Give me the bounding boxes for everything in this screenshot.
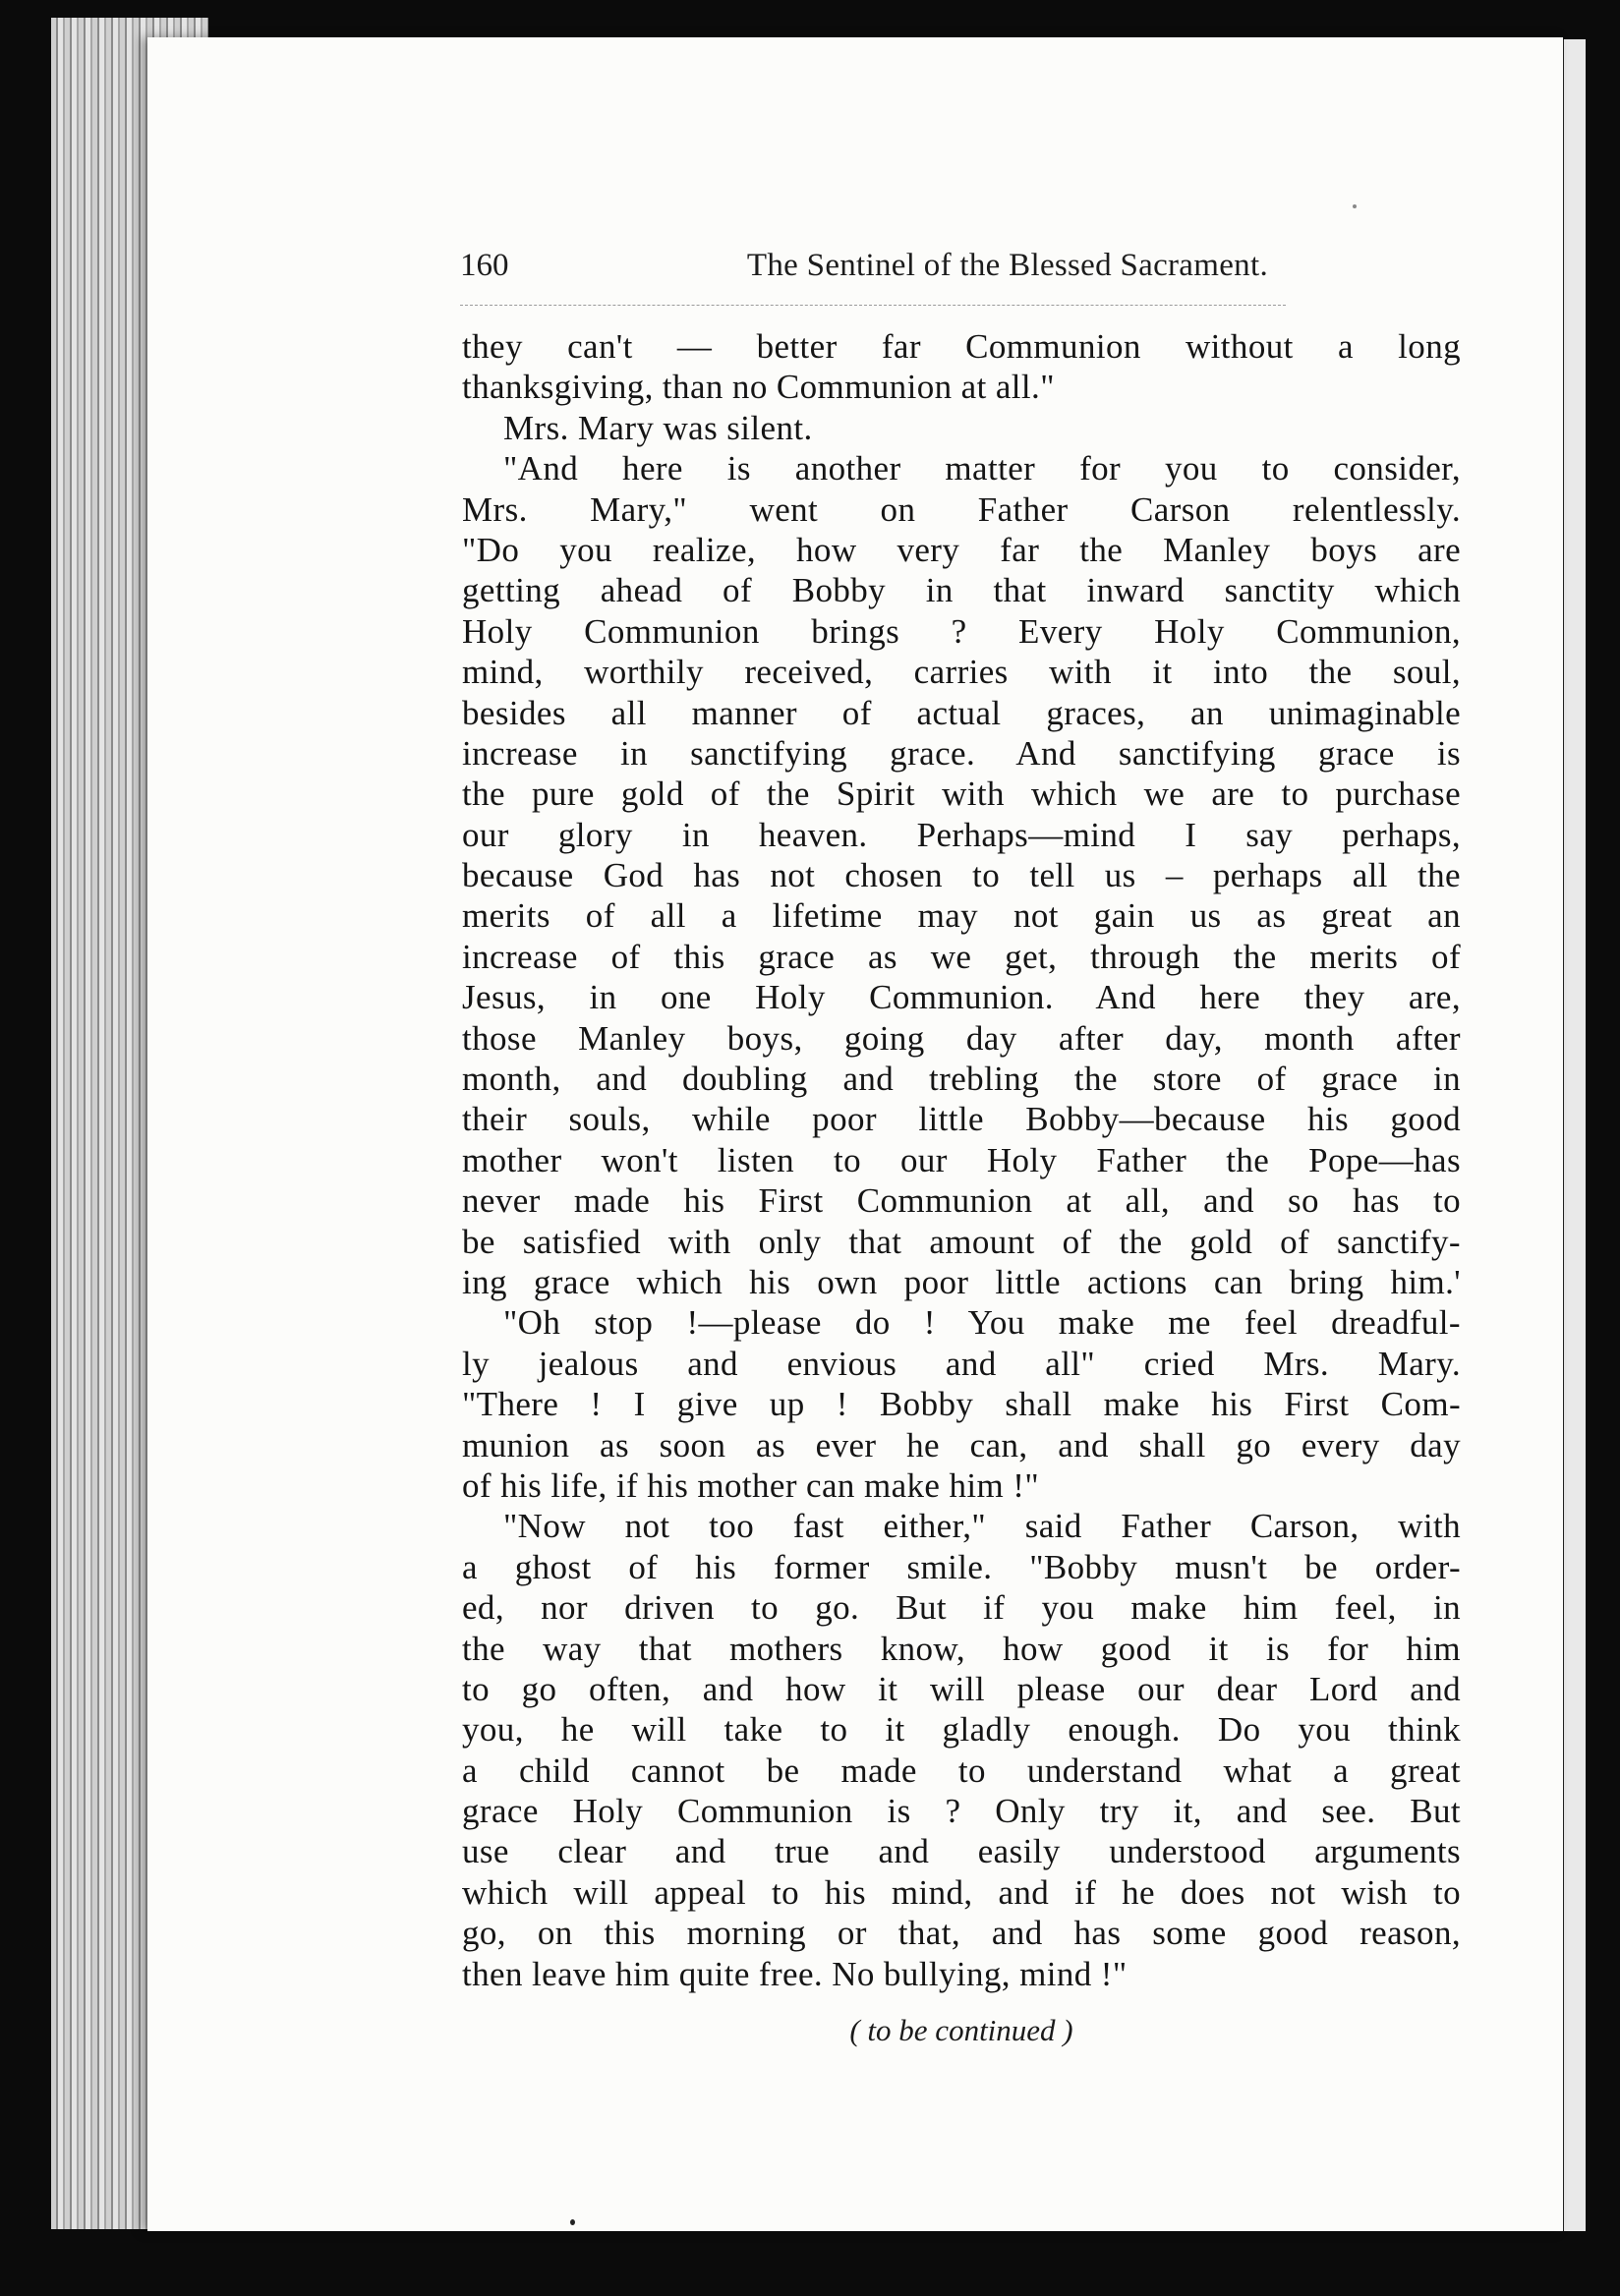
text-line: because God has not chosen to tell us – perhaps all the (462, 856, 1461, 895)
text-line: of his life, if his mother can make him !" (462, 1465, 1040, 1505)
running-title: The Sentinel of the Blessed Sacrament. (746, 248, 1268, 283)
text-line: our glory in heaven. Perhaps—mind I say perhaps, (462, 815, 1461, 854)
text-line: Jesus, in one Holy Communion. And here they are, (462, 978, 1461, 1017)
text-line: "There ! I give up ! Bobby shall make his First Com- (462, 1385, 1461, 1424)
page-number: 160 (460, 248, 509, 283)
text-line: "And here is another matter for you to consider, (503, 449, 1461, 488)
text-line: Holy Communion brings ? Every Holy Communion, (462, 611, 1461, 651)
text-line: month, and doubling and trebling the store of grace in (462, 1060, 1461, 1099)
text-line: the pure gold of the Spirit with which we are to purchase (462, 775, 1461, 814)
text-line: increase in sanctifying grace. And sanctifying grace is (462, 733, 1461, 773)
text-line: a child cannot be made to understand what a great (462, 1751, 1461, 1790)
text-line: getting ahead of Bobby in that inward sanctity which (462, 571, 1461, 610)
text-line: Mrs. Mary," went on Father Carson relentlessly. (462, 489, 1461, 529)
text-line: those Manley boys, going day after day, month after (462, 1018, 1461, 1058)
speck-mark (570, 2219, 575, 2225)
text-line: ly jealous and envious and all" cried Mrs. Mary. (462, 1344, 1461, 1383)
text-line: mother won't listen to our Holy Father the Pope—has (462, 1140, 1461, 1179)
text-line: "Do you realize, how very far the Manley boys are (462, 530, 1461, 569)
text-line: increase of this grace as we get, through the merits of (462, 937, 1461, 976)
to-be-continued-note: ( to be continued ) (849, 2013, 1073, 2047)
running-header (460, 248, 1268, 295)
text-line: you, he will take to it gladly enough. Do you think (462, 1710, 1461, 1750)
text-line: thanksgiving, than no Communion at all." (462, 368, 1055, 407)
text-line: be satisfied with only that amount of the gold of sanctify- (462, 1222, 1461, 1261)
text-line: "Oh stop !—please do ! You make me feel dreadful- (503, 1303, 1461, 1343)
text-line: use clear and true and easily understood arguments (462, 1832, 1461, 1871)
text-line: a ghost of his former smile. "Bobby musn't be order- (462, 1547, 1461, 1586)
text-line: ed, nor driven to go. But if you make him feel, in (462, 1588, 1461, 1628)
text-line: their souls, while poor little Bobby—because his good (462, 1100, 1461, 1139)
body-text (462, 326, 1461, 1994)
text-line: ing grace which his own poor little actions can bring him.' (462, 1262, 1461, 1301)
header-rule (460, 305, 1286, 306)
text-line: never made his First Communion at all, and so has to (462, 1181, 1461, 1221)
text-line: mind, worthily received, carries with it into the soul, (462, 653, 1461, 692)
text-line: to go often, and how it will please our dear Lord and (462, 1669, 1461, 1708)
facing-page-edge (1561, 39, 1586, 2231)
text-line: grace Holy Communion is ? Only try it, and see. But (462, 1792, 1461, 1831)
text-line: merits of all a lifetime may not gain us as great an (462, 896, 1461, 936)
text-line: then leave him quite free. No bullying, mind !" (462, 1954, 1128, 1993)
speck-mark (1353, 204, 1357, 208)
text-line: "Now not too fast either," said Father Carson, with (503, 1507, 1461, 1546)
text-line: they can't — better far Communion without a long (462, 327, 1461, 366)
text-line: go, on this morning or that, and has some good reason, (462, 1914, 1461, 1953)
text-line: besides all manner of actual graces, an unimaginable (462, 693, 1461, 732)
text-line: Mrs. Mary was silent. (503, 408, 813, 447)
text-line: the way that mothers know, how good it is for him (462, 1629, 1461, 1668)
text-line: which will appeal to his mind, and if he does not wish to (462, 1872, 1461, 1912)
text-line: munion as soon as ever he can, and shall go every day (462, 1425, 1461, 1464)
